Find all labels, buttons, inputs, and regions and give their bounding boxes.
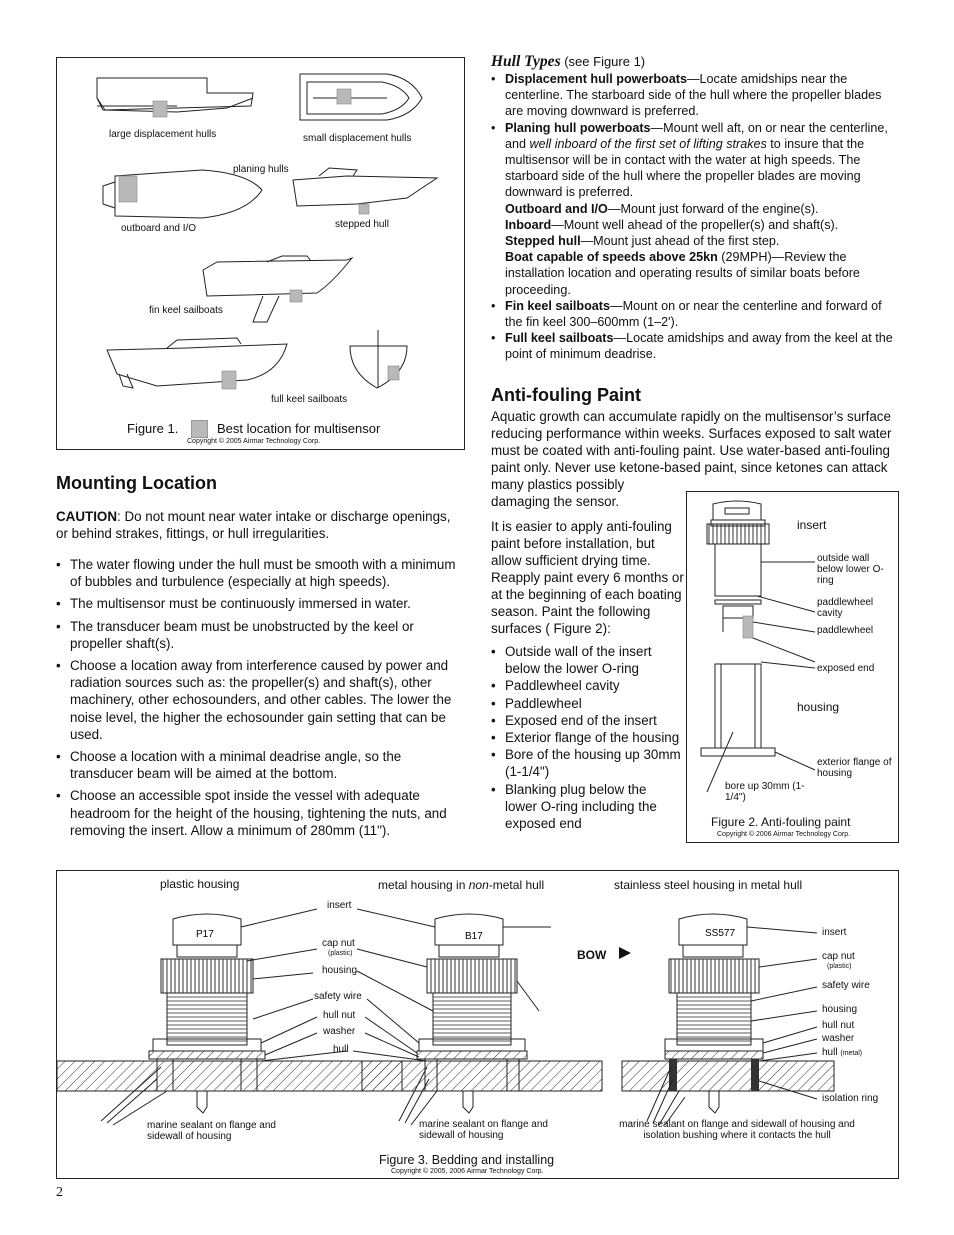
list-item: • Fin keel sailboats—Mount on or near the centerline and forward of the fin keel 300–600mm (1–2'). bbox=[491, 298, 901, 330]
right-label-hull-nut: hull nut bbox=[822, 1020, 855, 1031]
list-item: • Paddlewheel cavity bbox=[491, 677, 681, 694]
right-label-cap-nut: cap nut bbox=[822, 951, 855, 962]
anti-fouling-para1-end: many plastics possibly damaging the sensor. bbox=[491, 477, 625, 509]
label-small-displacement: small displacement hulls bbox=[303, 133, 412, 144]
model-ss577: SS577 bbox=[705, 928, 736, 939]
mounting-list bbox=[56, 556, 466, 844]
label-washer: washer bbox=[323, 1026, 356, 1037]
fig2-housing-label: housing bbox=[797, 700, 840, 714]
right-label-housing: housing bbox=[822, 1004, 858, 1015]
label-safety-wire: safety wire bbox=[314, 991, 362, 1002]
hull-types-title: Hull Types bbox=[491, 53, 561, 70]
figure-3 bbox=[56, 870, 899, 1179]
hull-sub-outboard: Outboard and I/O—Mount just forward of the engine(s). bbox=[505, 201, 819, 216]
right-label-hull: hull (metal) bbox=[822, 1047, 863, 1058]
anti-fouling-list bbox=[491, 643, 681, 832]
small-displacement-boat bbox=[300, 74, 422, 120]
label-planing: planing hulls bbox=[233, 164, 289, 175]
list-item: • The transducer beam must be unobstructed by the keel or propeller shaft(s). bbox=[56, 618, 466, 652]
fig2-exposed-end-label: exposed end bbox=[817, 663, 875, 674]
hull-sub-stepped: Stepped hull—Mount just ahead of the first step. bbox=[505, 234, 780, 249]
sealant-label-1: marine sealant on flange and sidewall of housing bbox=[147, 1120, 276, 1142]
right-label-isolation-ring: isolation ring bbox=[822, 1093, 879, 1104]
list-item: • Blanking plug below the lower O-ring including the exposed end bbox=[491, 781, 681, 833]
list-item: • Choose a location away from interference caused by power and radiation sources such as: the propeller(s) and shaft(s), other machinery, other echosounders, and other cables. The lower the noise level, the higher the echosounder gain setting that can be used. bbox=[56, 657, 466, 743]
fig2-paddlewheel-label: paddlewheel bbox=[817, 625, 874, 636]
fig3-steel-title: stainless steel housing in metal hull bbox=[614, 878, 803, 892]
right-label-washer: washer bbox=[822, 1033, 855, 1044]
anti-fouling-para2: It is easier to apply anti-fouling paint before installation, but allow sufficient drying time. Reapply paint every 6 months or at the beginning of each boating season. Paint the following surfaces ( Figure 2): bbox=[491, 519, 684, 636]
list-item: • Bore of the housing up 30mm (1-1/4") bbox=[491, 746, 681, 780]
list-item: • The water flowing under the hull must be smooth with a minimum of bubbles and turbulence (especially at high speeds). bbox=[56, 556, 466, 590]
label-fin-keel: fin keel sailboats bbox=[149, 305, 223, 316]
hull-sub-inboard: Inboard—Mount well ahead of the propeller(s) and shaft(s). bbox=[505, 217, 839, 232]
right-label-plastic: (plastic) bbox=[827, 963, 852, 970]
list-item: • Displacement hull powerboats—Locate amidships near the centerline. The starboard side of the hull where the propeller blades are moving downward is preferred. bbox=[491, 71, 901, 120]
hull-types-list-2 bbox=[491, 298, 901, 363]
fig2-bore-label: bore up 30mm (1-1/4") bbox=[725, 781, 805, 803]
full-keel-sailboat bbox=[107, 330, 407, 389]
label-full-keel: full keel sailboats bbox=[271, 394, 348, 405]
fig2-caption: Figure 2. Anti-fouling paint bbox=[711, 815, 851, 829]
bow-label: BOW bbox=[577, 948, 607, 962]
hull-types-section bbox=[491, 53, 901, 363]
list-item: • Paddlewheel bbox=[491, 695, 681, 712]
label-hull: hull bbox=[333, 1044, 349, 1055]
fig2-ext-flange-label: exterior flange of housing bbox=[817, 757, 892, 779]
figure-1-caption-text: Best location for multisensor bbox=[217, 421, 381, 436]
fig3-copyright: Copyright © 2005, 2006 Airmar Technology Corp. bbox=[391, 1168, 544, 1175]
model-b17: B17 bbox=[465, 931, 483, 942]
fin-keel-sailboat bbox=[203, 256, 352, 322]
bow-arrow-icon bbox=[619, 947, 631, 959]
legend-gray-swatch bbox=[191, 420, 208, 438]
fig3-caption: Figure 3. Bedding and installing bbox=[379, 1153, 555, 1167]
list-item: • Planing hull powerboats—Mount well aft, on or near the centerline, and well inboard of the first set of lifting strakes to insure that the multisensor will be in contact with the water at high speeds. The starboard side of the hull where the propeller blades are moving downward is preferred. bbox=[491, 120, 901, 201]
hull-sub-speed: Boat capable of speeds above 25kn (29MPH)—Review the installation location and operating results of similar boats before proceeding. bbox=[505, 250, 860, 297]
list-item: • Exposed end of the insert bbox=[491, 712, 681, 729]
fig3-plastic-title: plastic housing bbox=[160, 877, 240, 891]
large-displacement-boat bbox=[97, 78, 253, 117]
page-number: 2 bbox=[56, 1185, 63, 1200]
right-label-safety-wire: safety wire bbox=[822, 980, 870, 991]
anti-fouling-heading: Anti-fouling Paint bbox=[491, 385, 641, 405]
caution-text: CAUTION: Do not mount near water intake or discharge openings, or behind strakes, fittings, or hull irregularities. bbox=[56, 509, 451, 541]
figure-1-copyright: Copyright © 2005 Airmar Technology Corp. bbox=[187, 438, 321, 445]
fig2-paddle-cavity-label: paddlewheel cavity bbox=[817, 597, 874, 619]
fig3-metal-title: metal housing in non-metal hull bbox=[378, 878, 545, 892]
figure-1-caption-prefix: Figure 1. bbox=[127, 421, 179, 436]
stainless-housing-unit bbox=[622, 914, 834, 1125]
label-outboard: outboard and I/O bbox=[121, 223, 197, 234]
label-housing: housing bbox=[322, 965, 358, 976]
model-p17: P17 bbox=[196, 929, 214, 940]
stepped-boat bbox=[293, 168, 437, 214]
label-insert: insert bbox=[327, 900, 352, 911]
list-item: • Full keel sailboats—Locate amidships and away from the keel at the point of minimum deadrise. bbox=[491, 330, 901, 362]
label-large-displacement: large displacement hulls bbox=[109, 129, 217, 140]
figure-2 bbox=[686, 491, 899, 843]
label-stepped: stepped hull bbox=[335, 219, 389, 230]
figure-1 bbox=[56, 57, 465, 450]
sealant-label-2: marine sealant on flange and sidewall of housing bbox=[419, 1119, 548, 1141]
list-item: • The multisensor must be continuously immersed in water. bbox=[56, 595, 466, 612]
right-label-insert: insert bbox=[822, 927, 847, 938]
list-item: • Exterior flange of the housing bbox=[491, 729, 681, 746]
label-cap-nut-plastic: (plastic) bbox=[328, 950, 353, 957]
list-item: • Choose an accessible spot inside the vessel with adequate headroom for the height of the housing, tightening the nuts, and removing the insert. Allow a minimum of 280mm (11"). bbox=[56, 787, 466, 839]
anti-fouling-para1: Aquatic growth can accumulate rapidly on the multisensor’s surface reducing performance within weeks. Surfaces exposed to salt water must be coated with anti-fouling paint. Use water-based anti-fouling paint only. Never use ketone-based paint, since ketones can attack bbox=[491, 409, 892, 475]
outboard-boat bbox=[103, 170, 262, 218]
sealant-label-3: marine sealant on flange and sidewall of housing and isolation bushing where it contacts the hull bbox=[619, 1119, 855, 1141]
list-item: • Choose a location with a minimal deadrise angle, so the transducer beam will be aimed at the bottom. bbox=[56, 748, 466, 782]
mounting-location-heading: Mounting Location bbox=[56, 473, 217, 493]
label-cap-nut: cap nut bbox=[322, 938, 355, 949]
fig2-outside-wall-label: outside wall below lower O-ring bbox=[817, 553, 884, 586]
label-hull-nut: hull nut bbox=[323, 1010, 356, 1021]
hull-types-list bbox=[491, 71, 901, 201]
fig2-copyright: Copyright © 2006 Airmar Technology Corp. bbox=[717, 831, 851, 838]
hull-types-see: (see Figure 1) bbox=[560, 54, 646, 69]
fig2-insert-label: insert bbox=[797, 518, 827, 532]
list-item: • Outside wall of the insert below the lower O-ring bbox=[491, 643, 681, 677]
boat-drawings bbox=[57, 58, 464, 449]
metal-housing-unit bbox=[353, 909, 602, 1125]
